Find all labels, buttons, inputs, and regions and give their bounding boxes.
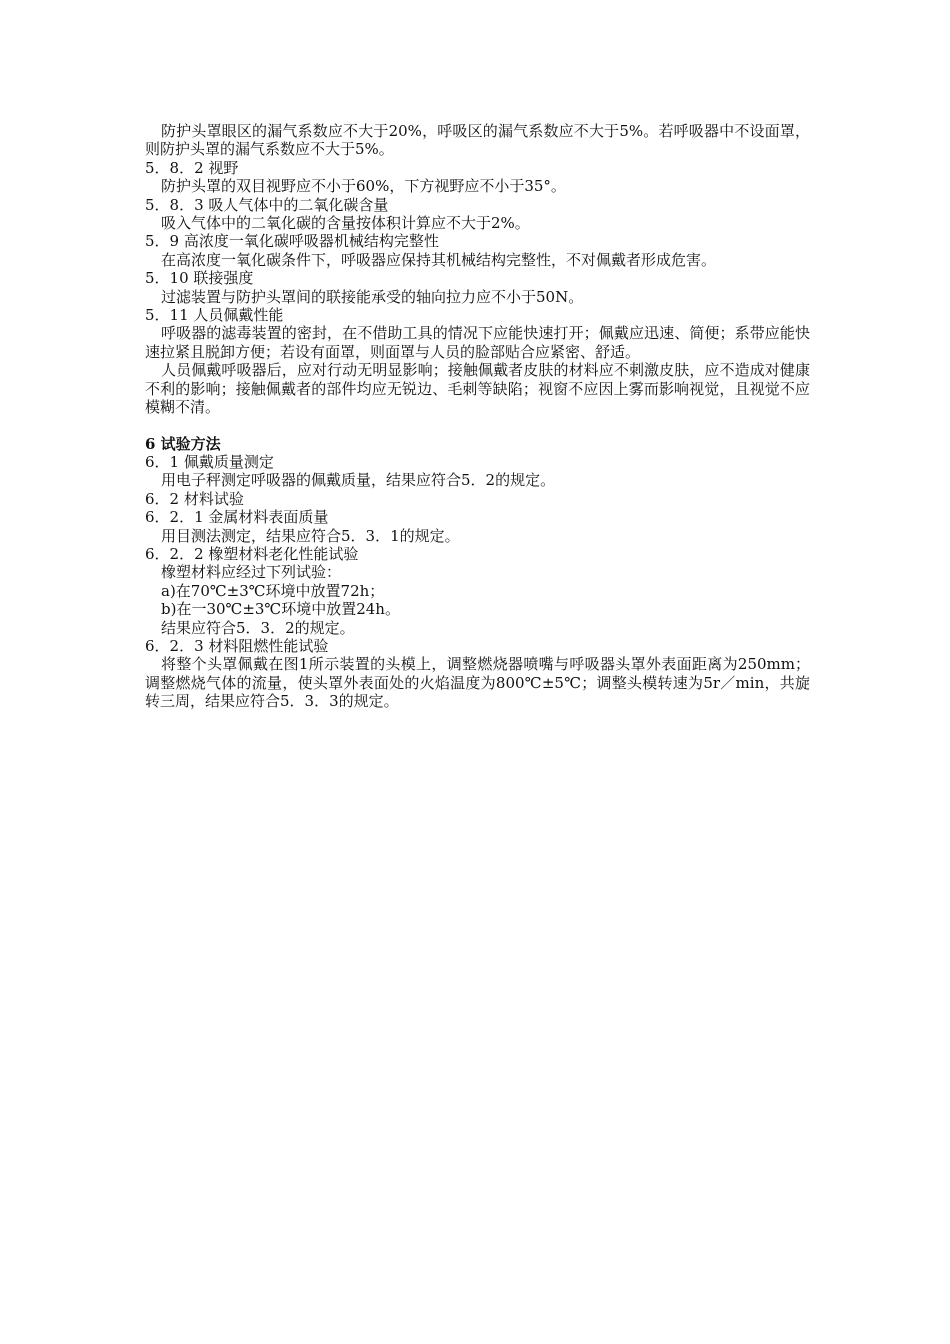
heading-6-2: 6．2 材料试验 [145, 489, 244, 508]
paragraph-wearing-performance-2: 人员佩戴呼吸器后，应对行动无明显影响；接触佩戴者皮肤的材料应不刺激皮肤，应不造成对健康不利的影响；接触佩戴者的部件均应无锐边、毛刺等缺陷；视窗不应因上雾而影响视觉，且视觉不应模糊不清。 [145, 361, 810, 417]
heading-5-9: 5．9 高浓度一氧化碳呼吸器机械结构完整性 [145, 232, 439, 251]
heading-6-2-3: 6．2．3 材料阻燃性能试验 [145, 636, 329, 655]
paragraph-aging-intro: 橡塑材料应经过下列试验： [161, 563, 342, 582]
heading-5-10: 5．10 联接强度 [145, 269, 254, 288]
paragraph-structure-integrity: 在高浓度一氧化碳条件下，呼吸器应保持其机械结构完整性，不对佩戴者形成危害。 [161, 250, 717, 269]
paragraph-co2-content: 吸入气体中的二氧化碳的含量按体积计算应不大于2%。 [161, 214, 530, 233]
paragraph-field-of-view: 防护头罩的双目视野应不小于60%，下方视野应不小于35°。 [161, 177, 566, 196]
paragraph-aging-result: 结果应符合5．3．2的规定。 [161, 618, 355, 637]
section-6-title: 6 试验方法 [145, 434, 221, 453]
paragraph-connection-strength: 过滤装置与防护头罩间的联接能承受的轴向拉力应不小于50N。 [161, 287, 584, 306]
heading-5-8-3: 5．8．3 吸人气体中的二氧化碳含量 [145, 195, 389, 214]
paragraph-flame-test: 将整个头罩佩戴在图1所示装置的头模上，调整燃烧器喷嘴与呼吸器头罩外表面距离为250mm；调整燃烧气体的流量，使头罩外表面处的火焰温度为800℃±5℃；调整头模转速为5r／min，共旋转三周，结果应符合5．3．3的规定。 [145, 655, 810, 711]
paragraph-mask-leakage: 防护头罩眼区的漏气系数应不大于20%，呼吸区的漏气系数应不大于5%。若呼吸器中不设面罩，则防护头罩的漏气系数应不大于5%。 [145, 122, 810, 159]
list-item-a: a)在70℃±3℃环境中放置72h； [161, 581, 385, 600]
document-body [145, 122, 810, 711]
heading-6-2-2: 6．2．2 橡塑材料老化性能试验 [145, 544, 359, 563]
heading-6-2-1: 6．2．1 金属材料表面质量 [145, 508, 329, 527]
list-item-b: b)在一30℃±3℃环境中放置24h。 [161, 600, 400, 619]
paragraph-wearing-performance-1: 呼吸器的滤毒装置的密封，在不借助工具的情况下应能快速打开；佩戴应迅速、简便；系带应能快速拉紧且脱卸方便；若设有面罩，则面罩与人员的脸部贴合应紧密、舒适。 [145, 324, 810, 361]
heading-6-1: 6．1 佩戴质量测定 [145, 452, 274, 471]
paragraph-weight-test: 用电子秤测定呼吸器的佩戴质量，结果应符合5．2的规定。 [161, 471, 556, 490]
heading-5-8-2: 5．8．2 视野 [145, 158, 239, 177]
paragraph-metal-surface: 用目测法测定，结果应符合5．3．1的规定。 [161, 526, 460, 545]
heading-5-11: 5．11 人员佩戴性能 [145, 306, 284, 325]
